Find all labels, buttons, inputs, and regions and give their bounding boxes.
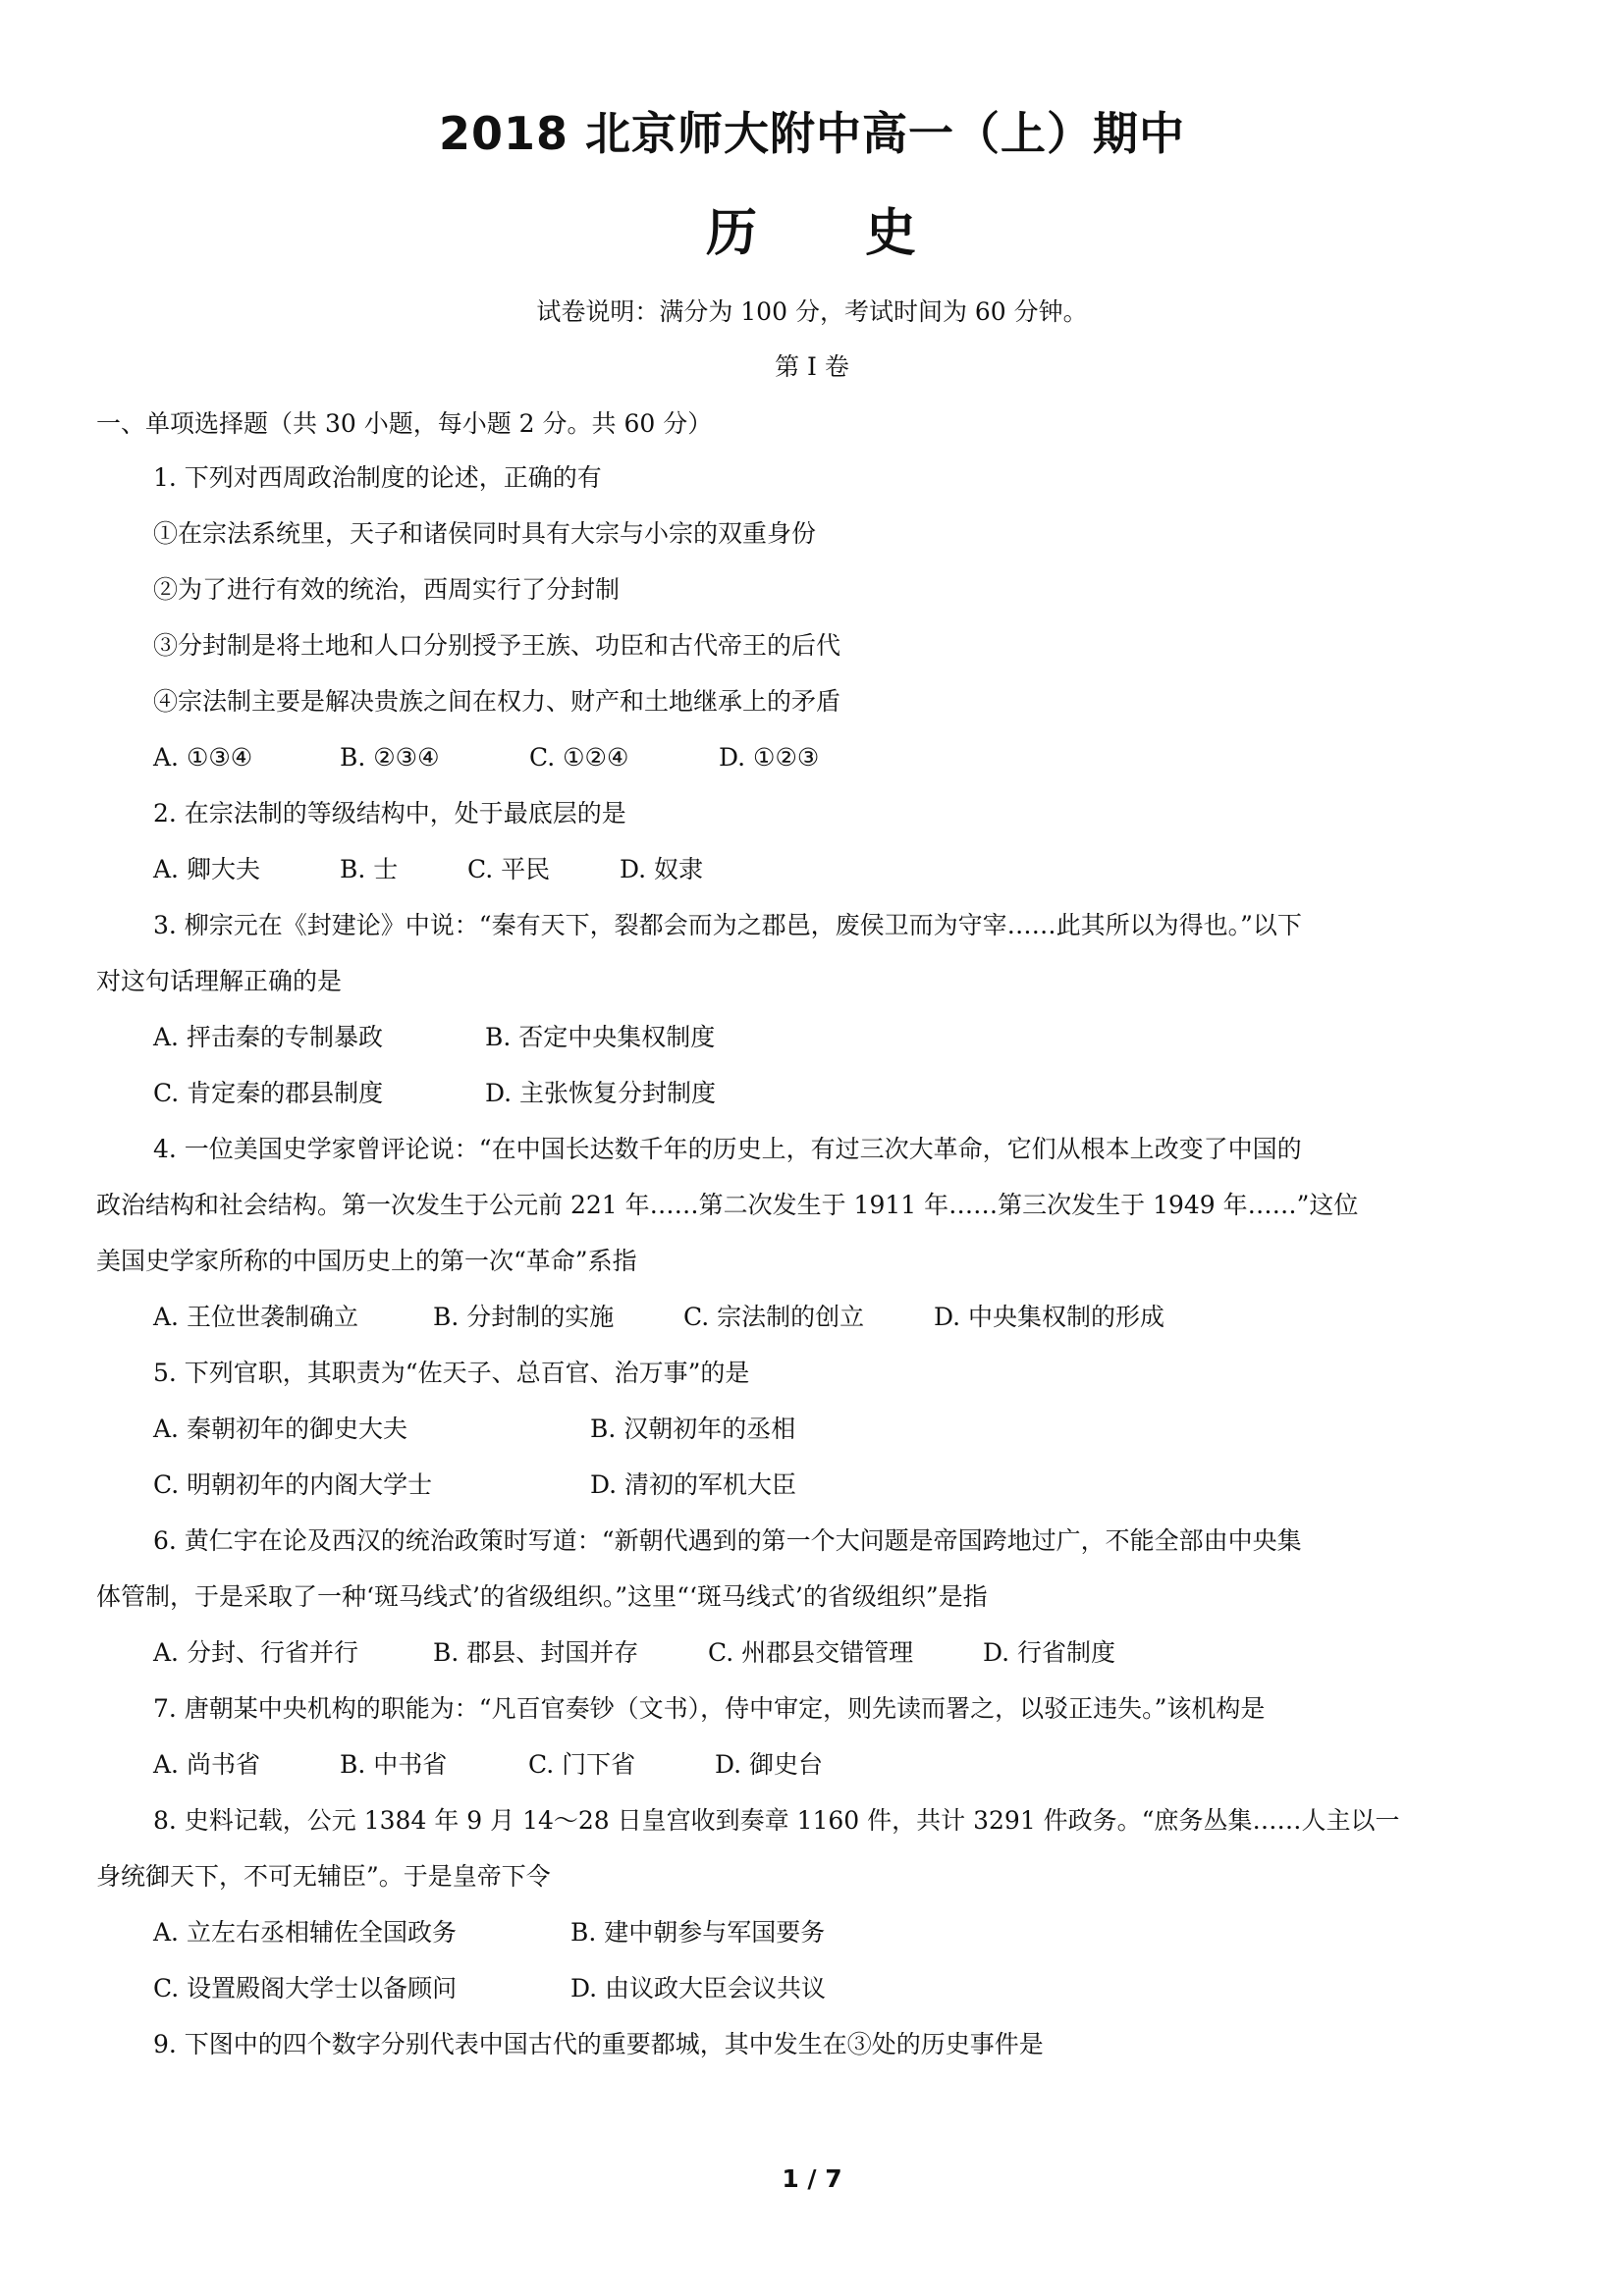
question-5-options — [153, 1401, 795, 1457]
question-8-options — [153, 1960, 826, 2016]
question-9-stem: 9. 下图中的四个数字分别代表中国古代的重要都城，其中发生在③处的历史事件是 — [153, 2030, 1044, 2058]
option-a: A. 秦朝初年的御史大夫 — [153, 1415, 407, 1443]
question-6-stem-cont: 体管制，于是采取了一种‘斑马线式’的省级组织。”这里“‘斑马线式’的省级组织”是指 — [96, 1582, 988, 1611]
option-b: B. 汉朝初年的丞相 — [590, 1415, 796, 1443]
question-6-stem: 6. 黄仁宇在论及西汉的统治政策时写道：“新朝代遇到的第一个大问题是帝国跨地过广，不能全部由中央集 — [153, 1526, 1302, 1555]
question-3-options — [153, 1009, 715, 1065]
question-3-stem: 3. 柳宗元在《封建论》中说：“秦有天下，裂都会而为之郡邑，废侯卫而为守宰……此其所以为得也。”以下 — [153, 911, 1302, 939]
question-7-options — [153, 1736, 823, 1792]
option-c: C. 州郡县交错管理 — [708, 1638, 914, 1667]
option-a: A. 王位世袭制确立 — [153, 1303, 358, 1331]
question-2-stem: 2. 在宗法制的等级结构中，处于最底层的是 — [153, 799, 626, 828]
option-a: A. 抨击秦的专制暴政 — [153, 1023, 383, 1051]
question-5-stem: 5. 下列官职，其职责为“佐天子、总百官、治万事”的是 — [153, 1359, 750, 1387]
question-4-stem-cont: 政治结构和社会结构。第一次发生于公元前 221 年……第二次发生于 1911 年……第三次发生于 1949 年……”这位 — [96, 1191, 1359, 1219]
option-b: B. 郡县、封国并存 — [433, 1638, 639, 1667]
option-a: A. 尚书省 — [153, 1750, 260, 1779]
question-3-stem-cont: 对这句话理解正确的是 — [96, 967, 343, 995]
option-d: D. 清初的军机大臣 — [590, 1470, 797, 1499]
option-d: D. 中央集权制的形成 — [934, 1303, 1165, 1331]
question-8-options — [153, 1904, 825, 1960]
volume-label: 第 I 卷 — [775, 352, 849, 381]
question-3-options — [153, 1065, 716, 1121]
option-b: B. 分封制的实施 — [433, 1303, 615, 1331]
question-7-stem: 7. 唐朝某中央机构的职能为：“凡百官奏钞（文书），侍中审定，则先读而署之，以驳正违失。”该机构是 — [153, 1694, 1266, 1723]
option-d: D. 行省制度 — [983, 1638, 1116, 1667]
option-c: C. 肯定秦的郡县制度 — [153, 1079, 384, 1107]
option-b: B. 士 — [340, 855, 399, 883]
option-a: A. 分封、行省并行 — [153, 1638, 358, 1667]
subject-title — [0, 191, 1624, 265]
question-5-options — [153, 1457, 796, 1513]
subject-char-1: 历 — [705, 204, 759, 263]
option-c: C. 设置殿阁大学士以备顾问 — [153, 1974, 458, 2002]
question-4-stem: 4. 一位美国史学家曾评论说：“在中国长达数千年的历史上，有过三次大革命，它们从根本上改变了中国的 — [153, 1135, 1302, 1163]
option-c: C. 明朝初年的内阁大学士 — [153, 1470, 433, 1499]
option-c: C. 平民 — [467, 855, 551, 883]
option-d: D. ①②③ — [719, 743, 820, 772]
question-1-options — [153, 729, 819, 785]
question-1-item: ②为了进行有效的统治，西周实行了分封制 — [153, 575, 621, 604]
question-1-item: ①在宗法系统里，天子和诸侯同时具有大宗与小宗的双重身份 — [153, 519, 817, 548]
question-1-item: ③分封制是将土地和人口分别授予王族、功臣和古代帝王的后代 — [153, 631, 841, 660]
question-8-stem: 8. 史料记载，公元 1384 年 9 月 14～28 日皇宫收到奏章 1160 件，共计 3291 件政务。“庶务丛集……人主以一 — [153, 1806, 1400, 1835]
option-d: D. 御史台 — [715, 1750, 824, 1779]
option-b: B. 建中朝参与军国要务 — [570, 1918, 826, 1947]
question-1-item: ④宗法制主要是解决贵族之间在权力、财产和土地继承上的矛盾 — [153, 687, 841, 716]
option-c: C. 宗法制的创立 — [683, 1303, 865, 1331]
question-2-options — [153, 841, 703, 897]
subject-char-2: 史 — [865, 204, 919, 263]
option-d: D. 奴隶 — [620, 855, 704, 883]
question-1-stem: 1. 下列对西周政治制度的论述，正确的有 — [153, 463, 602, 492]
exam-title: 2018 北京师大附中高一（上）期中 — [438, 107, 1186, 160]
option-a: A. 卿大夫 — [153, 855, 260, 883]
exam-instructions: 试卷说明：满分为 100 分，考试时间为 60 分钟。 — [536, 297, 1088, 326]
section-heading: 一、单项选择题（共 30 小题，每小题 2 分。共 60 分） — [96, 409, 713, 438]
question-6-options — [153, 1625, 1115, 1681]
option-a: A. ①③④ — [153, 743, 253, 772]
option-b: B. 否定中央集权制度 — [485, 1023, 716, 1051]
question-8-stem-cont: 身统御天下，不可无辅臣”。于是皇帝下令 — [96, 1862, 551, 1891]
question-4-stem-cont: 美国史学家所称的中国历史上的第一次“革命”系指 — [96, 1247, 637, 1275]
page-number: 1 / 7 — [782, 2164, 842, 2193]
option-d: D. 主张恢复分封制度 — [485, 1079, 717, 1107]
option-c: C. ①②④ — [529, 743, 629, 772]
option-c: C. 门下省 — [528, 1750, 636, 1779]
option-a: A. 立左右丞相辅佐全国政务 — [153, 1918, 457, 1947]
option-b: B. ②③④ — [340, 743, 440, 772]
option-b: B. 中书省 — [340, 1750, 448, 1779]
option-d: D. 由议政大臣会议共议 — [570, 1974, 827, 2002]
question-4-options — [153, 1289, 1164, 1345]
